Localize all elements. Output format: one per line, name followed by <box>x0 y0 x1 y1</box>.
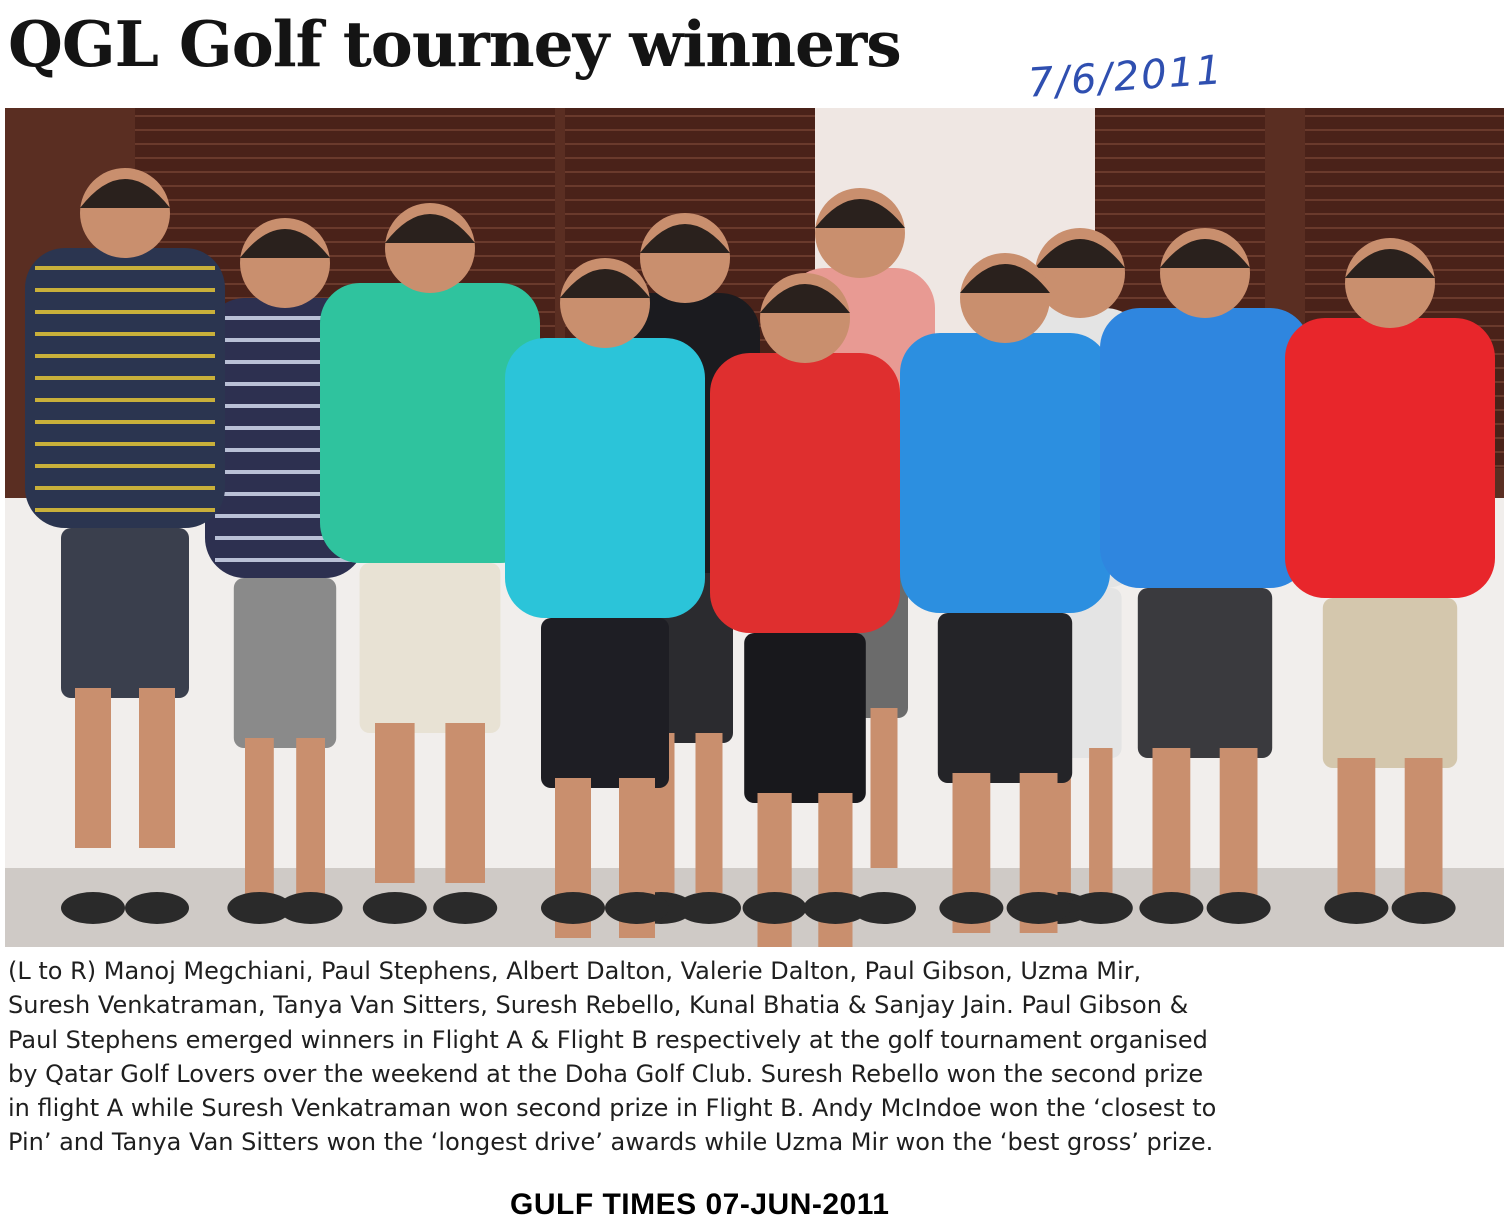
caption-line: Pin’ and Tanya Van Sitters won the ‘longest drive’ awards while Uzma Mir won the ‘best gross’ prize. <box>8 1128 1214 1157</box>
group-photo-illustration <box>5 108 1504 947</box>
person-shoe <box>363 892 427 924</box>
person-shoe <box>61 892 125 924</box>
person-shoe <box>279 892 343 924</box>
caption-line: Paul Stephens emerged winners in Flight A & Flight B respectively at the golf tournament organised <box>8 1025 1208 1054</box>
person-shoe <box>1007 892 1071 924</box>
person-shoe <box>1069 892 1133 924</box>
person-shoe <box>1392 892 1456 924</box>
person-shoe <box>1207 892 1271 924</box>
person-shorts <box>744 633 866 803</box>
person-shorts <box>541 618 669 788</box>
person-shoe <box>433 892 497 924</box>
person-leg <box>1089 748 1112 908</box>
person-shoe <box>743 892 807 924</box>
caption-line: (L to R) Manoj Megchiani, Paul Stephens, Albert Dalton, Valerie Dalton, Paul Gibson, Uzma Mir, <box>8 957 1142 985</box>
person-shoe <box>541 892 605 924</box>
person-shorts <box>234 578 336 748</box>
person-leg <box>871 708 898 868</box>
person-shorts <box>1138 588 1272 758</box>
photo-caption <box>8 954 1502 1160</box>
headline: QGL Golf tourney winners <box>8 7 901 81</box>
source-credit: GULF TIMES 07-JUN-2011 <box>510 1188 890 1221</box>
person-shorts <box>1323 598 1457 768</box>
person-leg <box>696 733 723 893</box>
person-shoe <box>125 892 189 924</box>
caption-line: Suresh Venkatraman, Tanya Van Sitters, Suresh Rebello, Kunal Bhatia & Sanjay Jain. Paul Gibson & <box>8 991 1189 1020</box>
person-shirt <box>1100 308 1310 588</box>
person-leg <box>296 738 325 898</box>
person-shorts <box>938 613 1072 783</box>
person-leg <box>75 688 111 848</box>
caption-line: by Qatar Golf Lovers over the weekend at the Doha Golf Club. Suresh Rebello won the second prize <box>8 1059 1204 1088</box>
group-photo <box>5 108 1504 947</box>
person-shoe <box>1324 892 1388 924</box>
person-shoe <box>803 892 867 924</box>
person-shirt <box>710 353 900 633</box>
person-shoe <box>605 892 669 924</box>
person-shirt <box>505 338 705 618</box>
person-leg <box>245 738 274 898</box>
person-shorts <box>360 563 501 733</box>
person-leg <box>445 723 485 883</box>
person-shirt <box>1285 318 1495 598</box>
caption-line: in flight A while Suresh Venkatraman won second prize in Flight B. Andy McIndoe won the ‘closest to <box>8 1094 1217 1123</box>
person-leg <box>1220 748 1258 908</box>
person-leg <box>139 688 175 848</box>
person-leg <box>1153 748 1191 908</box>
person-shorts <box>61 528 189 698</box>
person-shoe <box>677 892 741 924</box>
person-shirt <box>900 333 1110 613</box>
person-leg <box>375 723 415 883</box>
handwritten-date: 7/6/2011 <box>1026 47 1226 107</box>
person-shoe <box>939 892 1003 924</box>
person-shoe <box>1139 892 1203 924</box>
